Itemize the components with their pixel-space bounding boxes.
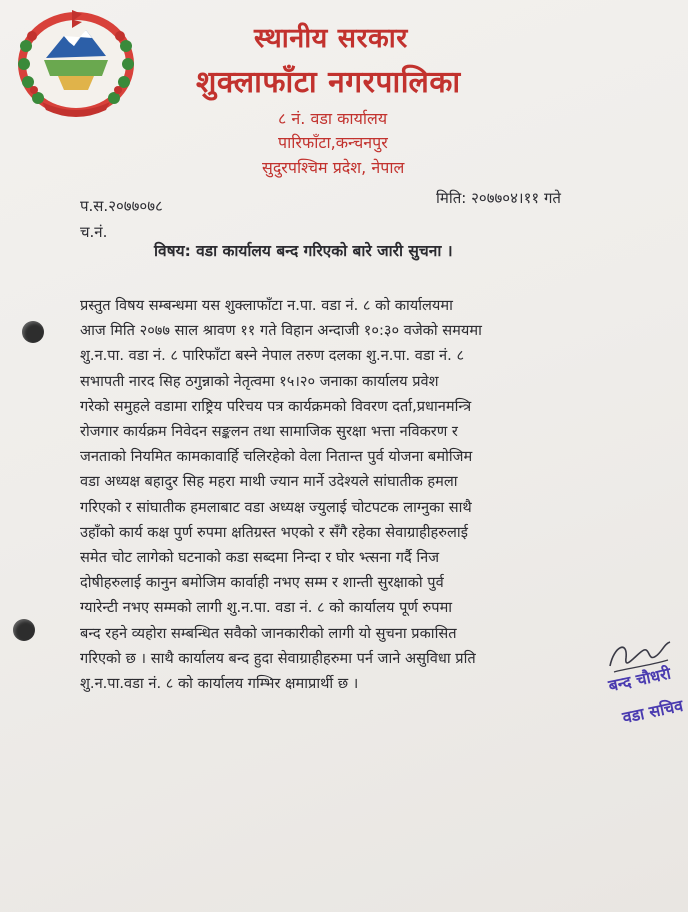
- body-line: गरेको समुहले वडामा राष्ट्रिय परिचय पत्र कार्यक्रमको विवरण दर्ता,प्रधानमन्त्रि: [80, 397, 472, 415]
- letter-date: मिति: २०७७०४।११ गते: [436, 189, 561, 207]
- body-line: शु.न.पा.वडा नं. ८ को कार्यालय गम्भिर क्षमाप्रार्थी छ ।: [80, 675, 359, 693]
- body-line: जनताको नियमित कामकावार्हि चलिरहेको वेला नितान्त पुर्व योजना बमोजिम: [80, 448, 473, 466]
- body-line: गरिएको छ । साथै कार्यालय बन्द हुदा सेवाग्राहीहरुमा पर्न जाने असुविधा प्रति: [80, 649, 476, 667]
- letter-subject: विषय: वडा कार्यालय बन्द गरिएको बारे जारी सुचना ।: [154, 242, 453, 260]
- office-address: पारिफाँटा,कन्चनपुर: [278, 133, 388, 152]
- office-name: ८ नं. वडा कार्यालय: [278, 109, 388, 128]
- reference-number: प.स.२०७७०७८: [80, 197, 163, 215]
- body-line: शु.न.पा. वडा नं. ८ पारिफाँटा बस्ने नेपाल तरुण दलका शु.न.पा. वडा नं. ८: [80, 347, 465, 365]
- org-title-local-government: स्थानीय सरकार: [254, 23, 408, 54]
- body-line: सभापती नारद सिह ठगुन्नाको नेतृत्वमा १५।२० जनाका कार्यालय प्रवेश: [80, 372, 439, 390]
- body-line: आज मिति २०७७ साल श्रावण ११ गते विहान अन्दाजी १०:३० वजेको समयमा: [80, 322, 482, 340]
- body-line: गरिएको र सांघातीक हमलाबाट वडा अध्यक्ष ज्युलाई चोटपटक लाग्नुका साथै: [80, 498, 472, 516]
- letter-body: [80, 293, 620, 696]
- nepal-emblem-icon: [12, 6, 140, 122]
- body-line: उहाँको कार्य कक्ष पुर्ण रुपमा क्षतिग्रस्त भएको र सँगै रहेका सेवाग्राहीहरुलाई: [80, 523, 468, 541]
- org-title-municipality: शुक्लाफाँटा नगरपालिका: [196, 65, 461, 100]
- body-line: प्रस्तुत विषय सम्बन्धमा यस शुक्लाफाँटा न.पा. वडा नं. ८ को कार्यालयमा: [80, 297, 453, 314]
- body-line: दोषीहरुलाई कानुन बमोजिम कार्वाही नभए सम्म र शान्ती सुरक्षाको पुर्व: [80, 574, 444, 592]
- signatory-name: बन्द चौधरी: [606, 663, 673, 696]
- punch-hole-icon: [13, 619, 35, 641]
- body-line: बन्द रहने व्यहोरा सम्बन्धित सवैको जानकारीको लागी यो सुचना प्रकासित: [80, 624, 457, 642]
- punch-hole-icon: [22, 321, 44, 343]
- body-line: वडा अध्यक्ष बहादुर सिह महरा माथी ज्यान मार्ने उदेश्यले सांघातीक हमला: [80, 473, 458, 491]
- body-line: समेत चोट लागेको घटनाको कडा सब्दमा निन्दा र घोर भ्त्सना गर्दै निज: [80, 549, 440, 567]
- body-line: रोजगार कार्यक्रम निवेदन सङ्कलन तथा सामाजिक सुरक्षा भत्ता नविकरण र: [80, 423, 458, 441]
- office-province: सुदुरपश्चिम प्रदेश, नेपाल: [262, 158, 405, 177]
- body-line: ग्यारेन्टी नभए सम्मको लागी शु.न.पा. वडा नं. ८ को कार्यालय पूर्ण रुपमा: [80, 599, 453, 617]
- signatory-title: वडा सचिव: [620, 695, 685, 728]
- dispatch-number: च.नं.: [80, 223, 108, 241]
